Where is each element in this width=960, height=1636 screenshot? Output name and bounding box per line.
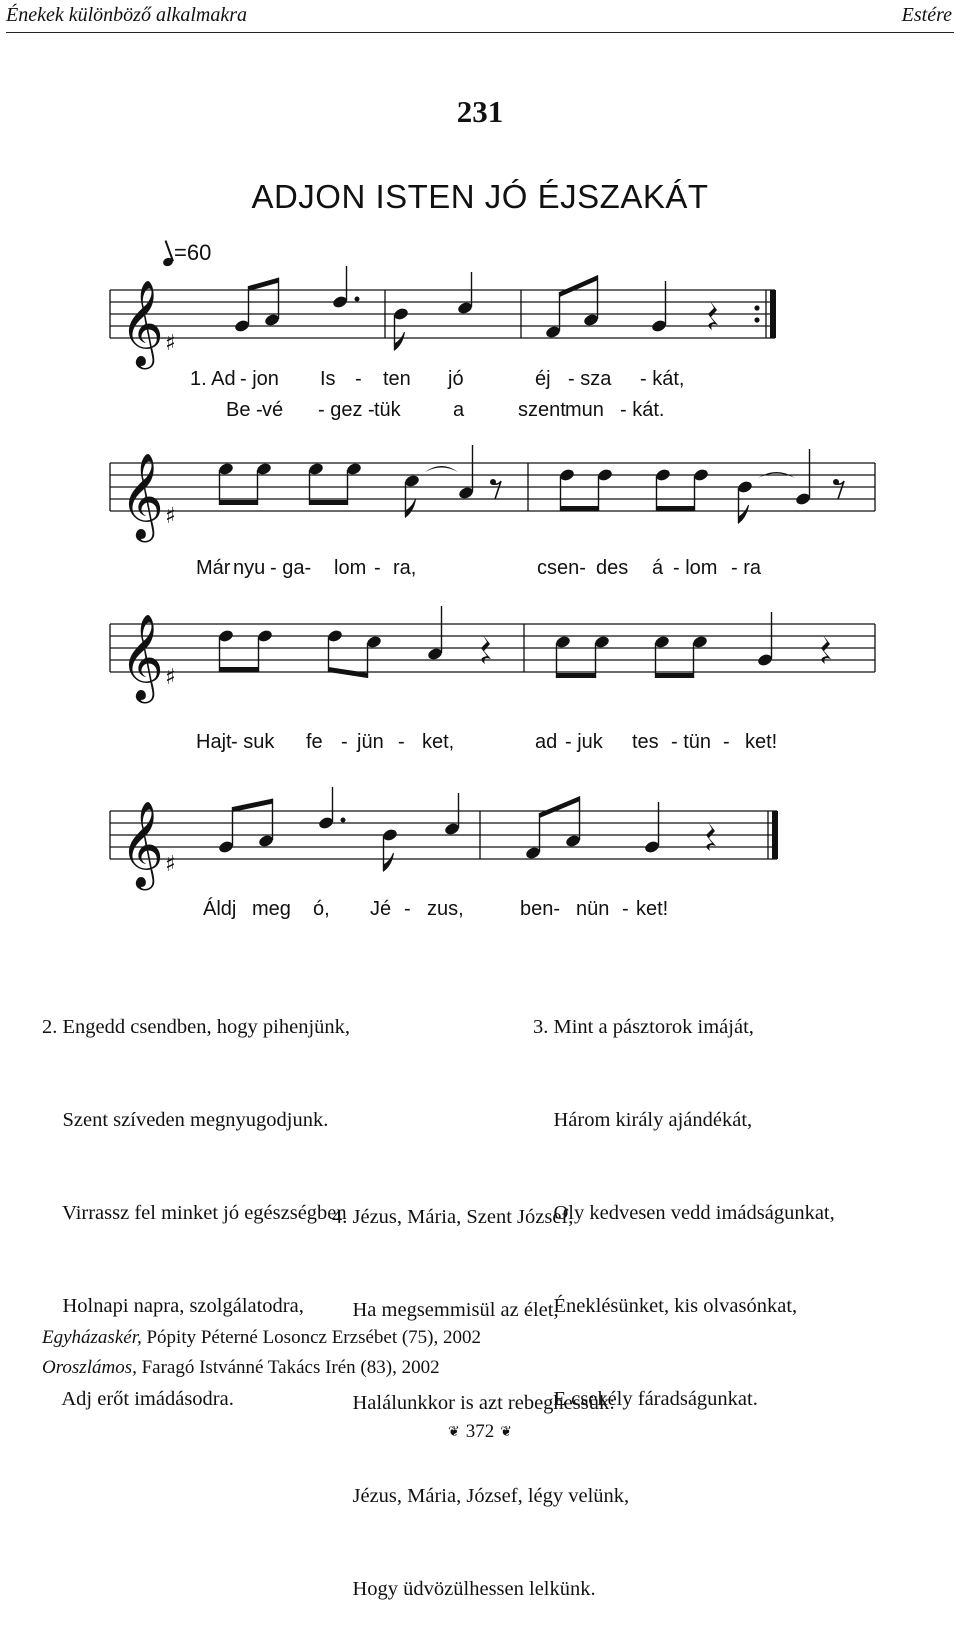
tempo-value: =60 (174, 240, 212, 265)
lyric-syllable: fe (306, 731, 323, 753)
credit-place: Oroszlámos, (42, 1357, 137, 1378)
final-barline (770, 290, 776, 338)
note-beam (657, 506, 695, 511)
sharp-icon: ♯ (165, 504, 176, 529)
lyric-syllable: - suk (231, 731, 275, 753)
running-header-right: Estére (901, 4, 952, 26)
lyric-syllable: - juk (565, 731, 603, 753)
augmentation-dot (341, 818, 346, 823)
tie (425, 466, 458, 472)
note-beam (557, 673, 596, 678)
note-beam (220, 500, 258, 505)
page-footer (0, 1421, 960, 1443)
note-beam (310, 500, 348, 505)
lyric-syllable: ad (535, 731, 558, 753)
lyric-syllable: vé (262, 399, 284, 421)
lyric-syllable: Már (196, 557, 231, 579)
verse-line: Hogy üdvözülhessen lelkünk. (332, 1578, 596, 1600)
header-rule (6, 32, 954, 33)
lyric-syllable: ket, (422, 731, 455, 753)
verse-line: Ha megsemmisül az élet, (332, 1299, 559, 1321)
lyric-syllable: ket! (745, 731, 778, 753)
lyric-syllable: - tün (671, 731, 712, 753)
lyric-syllable: - kát, (640, 368, 685, 390)
lyric-syllable: tük (374, 399, 401, 421)
lyric-syllable: 1. Ad (190, 368, 236, 390)
lyric-syllable: tes (632, 731, 659, 753)
lyric-syllable: - (398, 731, 405, 753)
verse-line: Szent szíveden megnyugodjunk. (42, 1109, 329, 1131)
note-flag (406, 499, 416, 517)
verse-4 (332, 1140, 629, 1636)
sharp-icon: ♯ (165, 331, 176, 356)
lyric-syllable: éj (535, 368, 551, 390)
lyric-syllable: - jon (240, 368, 279, 390)
lyric-syllable: - ra (731, 557, 761, 579)
lyric-syllable: Hajt (196, 731, 232, 753)
music-staff-2 (0, 435, 960, 555)
treble-clef-icon: 𝄞 (120, 280, 164, 366)
note-flag (739, 505, 749, 523)
repeat-dot (754, 305, 759, 310)
verse-line: 3. Mint a pásztorok imáját, (533, 1016, 754, 1038)
lyric-syllable: - lom (673, 557, 718, 579)
lyric-syllable: nün (576, 898, 610, 920)
augmentation-dot (355, 297, 360, 302)
note-flag (384, 853, 394, 871)
verse-line: Jézus, Mária, József, légy velünk, (332, 1485, 630, 1507)
music-staff-4 (0, 775, 960, 895)
lyric-syllable: - gez - (318, 399, 375, 421)
credit-line (42, 1323, 481, 1353)
verse-line: Három király ajándékát, (533, 1109, 753, 1131)
lyric-syllable: Áldj (203, 898, 237, 920)
credit-text: Pópity Péterné Losoncz Erzsébet (75), 2002 (141, 1327, 482, 1348)
lyric-syllable: - (622, 898, 629, 920)
lyric-syllable: szent (518, 399, 566, 421)
song-title: ADJON ISTEN JÓ ÉJSZAKÁT (251, 178, 709, 215)
music-staff-1 (0, 250, 960, 370)
treble-clef-icon: 𝄞 (120, 614, 164, 700)
sharp-icon: ♯ (165, 665, 176, 690)
lyric-syllable: - (374, 557, 381, 579)
sharp-icon: ♯ (165, 852, 176, 877)
lyric-syllable: meg (252, 898, 291, 920)
lyric-syllable: a (453, 399, 465, 421)
verse-line: E csekély fáradságunkat. (533, 1388, 758, 1410)
lyric-syllable: - (723, 731, 730, 753)
note-beam (656, 673, 694, 678)
lyric-syllable: lom (334, 557, 367, 579)
lyric-syllable: mun (565, 399, 604, 421)
page-number: 372 (465, 1421, 495, 1442)
song-number: 231 (456, 94, 504, 129)
lyric-syllable: Is (320, 368, 336, 390)
verse-line: Adj erőt imádásodra. (42, 1388, 234, 1410)
lyric-syllable: - (404, 898, 411, 920)
music-staff-3 (0, 600, 960, 720)
verse-line: Halálunkkor is azt rebeghessük: (332, 1392, 615, 1414)
lyric-syllable: - sza (568, 368, 612, 390)
verse-line: Holnapi napra, szolgálatodra, (42, 1295, 304, 1317)
repeat-dot (754, 317, 759, 322)
lyric-syllable: zus, (427, 898, 464, 920)
note-beam (540, 796, 580, 818)
verse-line: Oly kedvesen vedd imádságunkat, (533, 1202, 835, 1224)
lyric-syllable: Jé (370, 898, 392, 920)
lyric-syllable: ra, (393, 557, 417, 579)
treble-clef-icon: 𝄞 (120, 801, 164, 887)
note-beam (560, 275, 598, 297)
verse-line: Éneklésünket, kis olvasónkat, (533, 1295, 798, 1317)
verse-line: Virrassz fel minket jó egészségben (42, 1202, 347, 1224)
lyric-syllable: jó (448, 368, 464, 390)
lyric-syllable: csen- (537, 557, 586, 579)
treble-clef-icon: 𝄞 (120, 453, 164, 539)
lyric-syllable: des (596, 557, 629, 579)
source-credits (42, 1323, 481, 1383)
lyric-syllable: jün (357, 731, 384, 753)
note-beam (561, 506, 599, 511)
note-flag (395, 332, 405, 350)
ornament-icon: ❦ (448, 1425, 460, 1441)
lyric-syllable: nyu (233, 557, 266, 579)
ornament-icon: ❦ (500, 1425, 512, 1441)
lyric-syllable: ten (383, 368, 411, 390)
credit-line (42, 1353, 481, 1383)
running-header-left: Énekek különböző alkalmakra (6, 4, 248, 26)
note-beam (329, 667, 368, 678)
eighth-rest-icon (493, 481, 501, 499)
credit-text: Faragó Istvánné Takács Irén (83), 2002 (136, 1357, 440, 1378)
lyric-syllable: ben- (520, 898, 561, 920)
lyric-syllable: Be - (226, 399, 263, 421)
lyric-syllable: - (355, 368, 362, 390)
lyric-syllable: - kát. (620, 399, 665, 421)
note-beam (233, 799, 273, 812)
lyric-syllable: ket! (636, 898, 669, 920)
final-barline (772, 811, 778, 859)
lyric-syllable: ó, (313, 898, 330, 920)
verse-line: 4. Jézus, Mária, Szent József, (332, 1206, 574, 1228)
eighth-rest-icon (836, 481, 844, 499)
lyric-syllable: - (341, 731, 348, 753)
lyric-syllable: - ga- (270, 557, 312, 579)
note-beam (220, 667, 259, 672)
note-beam (249, 278, 279, 291)
credit-place: Egyházaskér, (42, 1327, 142, 1348)
verse-line: 2. Engedd csendben, hogy pihenjünk, (42, 1016, 351, 1038)
lyric-syllable: á (652, 557, 664, 579)
